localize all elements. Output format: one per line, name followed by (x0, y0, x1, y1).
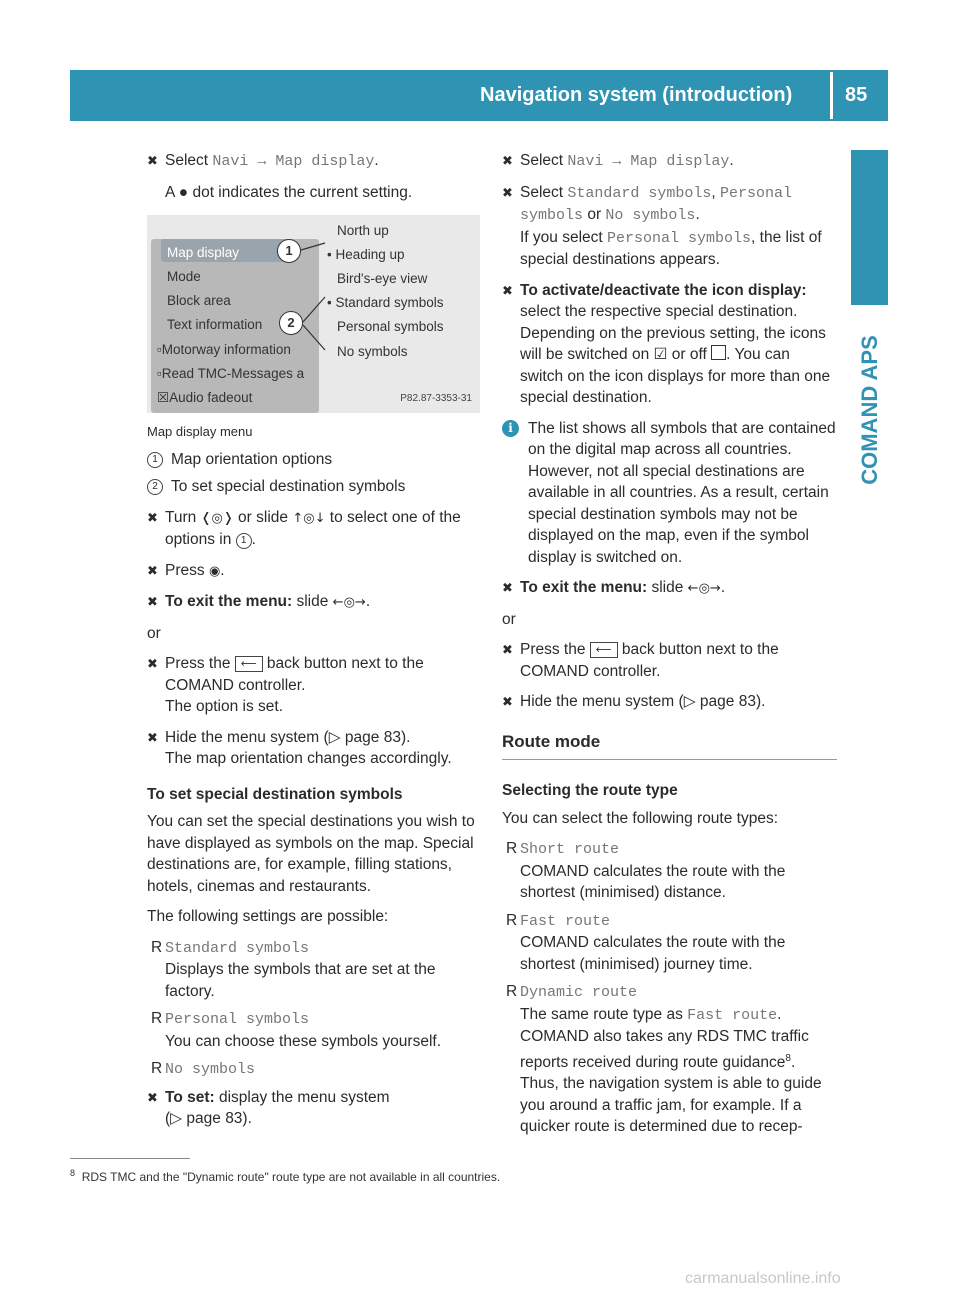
paragraph: The following settings are possible: (147, 908, 389, 925)
step-marker-icon: ✖ (147, 594, 158, 609)
list-item: R Dynamic route The same route type as Fast route. COMAND also takes any RDS TMC traffic reports received during route guidance$^8$. Thus, the navigation system is able to guide you around a traffic jam, for example. If a quicker route is determined due to recep- (506, 983, 822, 1136)
step-back-button: ✖ Press the ⟵ back button next to the COMAND controller. The option is set. (147, 655, 424, 715)
header-divider (830, 72, 833, 119)
step-marker-icon: ✖ (147, 656, 158, 671)
side-tab-label: COMAND APS (857, 335, 882, 485)
list-item: R Personal symbols You can choose these symbols yourself. (151, 1010, 442, 1050)
menu-item: Map display (167, 245, 240, 260)
footnote: $^8$ RDS TMC and the "Dynamic route" route type are not available in all countries. (70, 1168, 501, 1184)
menu-item: Text information (167, 317, 263, 332)
info-icon: i (502, 420, 519, 437)
checkbox-on-icon: ☑ (653, 346, 668, 363)
step-marker-icon: ✖ (502, 184, 513, 200)
checkbox-off-icon (711, 345, 726, 360)
step-marker-icon: ✖ (147, 153, 158, 168)
back-button-icon: ⟵ (235, 656, 263, 672)
step-select-symbols: ✖ Select Standard symbols, Personal symbols or No symbols. If you select Personal symbols, the list of special destinations appears. (502, 183, 822, 268)
dot-note: A ● dot indicates the current setting. (165, 183, 413, 201)
map-display-screenshot (147, 215, 480, 413)
list-item: R Fast route COMAND calculates the route with the shortest (minimised) journey time. (506, 911, 786, 973)
page-number: 85 (845, 84, 868, 106)
step-select-map-display: ✖ Select Navi → Map display. (502, 152, 734, 170)
side-tab (851, 150, 888, 305)
step-select-map-display: ✖ Select Navi → Map display. (147, 152, 379, 170)
page-ref-icon: ▷ (683, 693, 696, 710)
step-exit-menu: ✖ To exit the menu: slide ←◎→. (147, 591, 487, 614)
step-marker-icon: ✖ (502, 642, 513, 657)
step-marker-icon: ✖ (147, 1089, 158, 1105)
legend-item-2: 2 To set special destination symbols (147, 476, 487, 498)
left-column (147, 150, 487, 1139)
submenu-item: North up (337, 223, 389, 238)
back-button-icon: ⟵ (590, 642, 618, 658)
menu-item: Mode (167, 269, 201, 284)
list-item: R Short route COMAND calculates the route with the shortest (minimised) distance. (506, 840, 786, 901)
step-marker-icon: ✖ (502, 694, 513, 709)
subsection-heading: Selecting the route type (502, 782, 678, 799)
section-heading-route-mode: Route mode (502, 731, 837, 761)
step-hide-menu: ✖ Hide the menu system (▷ page 83). (502, 691, 837, 713)
controller-slide-icon: ↑◎↓ (292, 510, 326, 526)
step-marker-icon: ✖ (147, 562, 158, 578)
right-column (502, 150, 837, 1144)
submenu-item: • Heading up (327, 247, 405, 262)
step-to-set: ✖ To set: display the menu system (▷ page 83). (147, 1088, 390, 1127)
list-item: R Standard symbols Displays the symbols that are set at the factory. (151, 938, 436, 1000)
step-exit-menu: ✖ To exit the menu: slide ←◎→. (502, 577, 837, 600)
step-hide-menu: ✖ Hide the menu system (▷ page 83). The map orientation changes accordingly. (147, 728, 452, 767)
page-ref-icon: ▷ (328, 728, 341, 746)
step-marker-icon: ✖ (147, 729, 158, 745)
or-text: or (147, 624, 161, 642)
menu-item: Block area (167, 293, 231, 308)
step-marker-icon: ✖ (147, 509, 158, 525)
step-turn: ✖ Turn ❬◎❭ or slide ↑◎↓ to select one of the options in 1 . (147, 508, 461, 548)
footnote-rule (70, 1158, 190, 1159)
step-marker-icon: ✖ (502, 580, 513, 595)
paragraph: You can set the special destinations you wish to have displayed as symbols on the map. Special destinations are, for example, filling stations, hotels, cinemas and restaurants. (147, 813, 475, 895)
step-press: ✖ Press ◉. (147, 560, 487, 583)
controller-press-icon: ◉ (208, 563, 221, 579)
step-activate: ✖ To activate/deactivate the icon display: select the respective special destination. Depending on the previous setting, the icons will be switched on ☑ or off . You can switch on the icon displays for more than one special destination. (502, 281, 831, 406)
page-title: Navigation system (introduction) (480, 84, 793, 106)
step-marker-icon: ✖ (502, 282, 513, 298)
step-marker-icon: ✖ (502, 153, 513, 168)
menu-item: ▫Motorway information (157, 342, 291, 357)
step-back-button: ✖ Press the ⟵ back button next to the COMAND controller. (502, 641, 779, 680)
menu-item: ▫Read TMC-Messages a (157, 366, 305, 381)
list-item: R No symbols (151, 1060, 256, 1078)
menu-item: ☒Audio fadeout (157, 390, 253, 405)
watermark: carmanualsonline.info (685, 1270, 841, 1287)
submenu-item: • Standard symbols (327, 295, 444, 310)
legend-item-1: 1 Map orientation options (147, 449, 487, 471)
submenu-item: No symbols (337, 344, 408, 359)
footnote-ref: 8 (785, 1052, 791, 1064)
callout-1: 1 (277, 239, 301, 263)
info-note: i The list shows all symbols that are contained on the digital map across all countries. However, not all special destinations are available in all countries. As a result, certain special destination symbols may not be displayed on the map, even if the symbol display is switched on. (502, 418, 837, 569)
figure-caption: Map display menu (147, 424, 253, 439)
controller-slide-lr-icon: ←◎→ (687, 581, 721, 596)
page-ref-icon: ▷ (170, 1110, 183, 1127)
submenu-item: Bird's-eye view (337, 271, 428, 286)
figure-code: P82.87-3353-31 (400, 392, 472, 404)
callout-2: 2 (279, 311, 303, 335)
or-text: or (502, 610, 516, 628)
submenu-item: Personal symbols (337, 319, 444, 334)
controller-turn-icon: ❬◎❭ (200, 510, 234, 526)
section-heading: To set special destination symbols (147, 785, 403, 803)
callout-lines (147, 215, 480, 413)
paragraph: You can select the following route types: (502, 809, 779, 827)
controller-slide-lr-icon: ←◎→ (332, 595, 366, 610)
